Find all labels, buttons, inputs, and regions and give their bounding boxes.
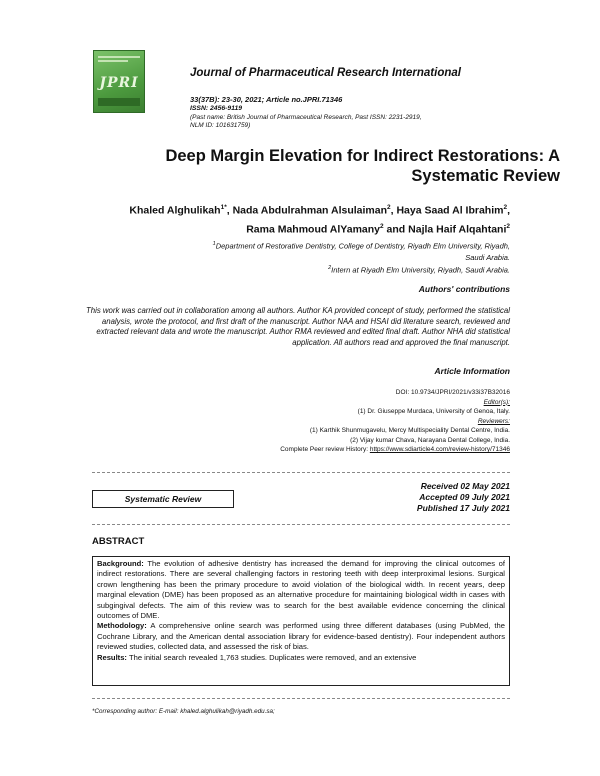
divider	[92, 524, 510, 525]
editor-label: Editor(s):	[483, 398, 510, 406]
divider	[92, 472, 510, 473]
paper-title-line: Deep Margin Elevation for Indirect Restorations: A	[165, 147, 560, 165]
article-dates	[300, 481, 510, 514]
paper-title	[60, 146, 560, 186]
accepted-date: Accepted 09 July 2021	[419, 492, 510, 502]
methodology-label: Methodology:	[97, 621, 147, 631]
affiliations	[80, 239, 510, 275]
citation: 33(37B): 23-30, 2021; Article no.JPRI.71346	[190, 95, 343, 104]
affil-sup: 1	[212, 241, 216, 247]
reviewers-label: Reviewers:	[477, 417, 510, 425]
author-sep: ,	[226, 204, 233, 217]
methodology-text: A comprehensive online search was performed using three different databases (using PubMed, the Cochrane Library, and the American dental association library for evidence-based dentistry). Four independent authors reviewed studies, collected data, and assessed the risk of bias.	[97, 621, 505, 652]
author-name: Rama Mahmoud AlYamany	[246, 223, 381, 235]
reviewer: (2) Vijay kumar Chava, Narayana Dental College, India.	[350, 436, 510, 444]
author-sup: 2	[503, 204, 508, 211]
background-label: Background:	[97, 559, 144, 568]
abstract-box	[92, 556, 510, 686]
affiliation: Saudi Arabia.	[465, 252, 510, 262]
journal-cover-image	[93, 50, 145, 113]
affiliation: Department of Restorative Dentistry, College of Dentistry, Riyadh Elm University, Riyadh,	[215, 241, 510, 251]
author-sup: 1*	[220, 204, 227, 211]
contributions-heading: Authors' contributions	[418, 284, 510, 294]
author-name: Najla Haif Alqahtani	[408, 223, 507, 235]
article-type-box	[92, 490, 234, 508]
author-sep: ,	[507, 204, 510, 217]
issn: ISSN: 2456-9119	[190, 105, 243, 112]
journal-title: Journal of Pharmaceutical Research International	[190, 67, 461, 79]
author-list	[60, 200, 510, 237]
paper-title-line: Systematic Review	[411, 167, 560, 185]
background-text: The evolution of adhesive dentistry has increased the demand for improving the clinical outcomes of indirect restorations. There are several challenging factors in restoring teeth with deep interproximal lesions. Surgical crown lengthening has been the primary procedure to avoid violation of the biological width. In recent years, deep marginal elevation (DME) has been proposed as an alternative procedure for maintaining biological width in cases with subgingival defects. The aim of this review was to search for the best available evidence concerning the clinical outcomes of DME.	[97, 559, 505, 621]
cover-band	[98, 56, 140, 58]
peer-review-link[interactable]: https://www.sdiarticle4.com/review-history/71346	[369, 446, 510, 453]
author-sep: and	[383, 223, 409, 235]
peer-review-label: Complete Peer review History:	[280, 446, 369, 453]
cover-strip	[98, 98, 140, 106]
affil-sup: 2	[328, 264, 332, 271]
article-type: Systematic Review	[124, 494, 202, 504]
reviewer: (1) Karthik Shunmugavelu, Mercy Multispeciality Dental Centre, India.	[309, 427, 510, 434]
published-date: Published 17 July 2021	[416, 503, 510, 513]
nlm-id: NLM ID: 101631759)	[190, 122, 251, 129]
editor: (1) Dr. Giuseppe Murdaca, University of Genoa, Italy.	[357, 408, 510, 415]
cover-band	[98, 60, 128, 62]
author-sep: ,	[390, 204, 397, 217]
author-sup: 2	[506, 222, 510, 230]
contributions-text: This work was carried out in collaboration among all authors. Author KA provided concept of study, performed the statistical analysis, wrote the protocol, and first draft of the manuscript. Author NAA and HSAI did literature search, reviewed and extracted relevant data and wrote the manuscript. Author RMA reviewed and edited final draft. Author NHA did statistical application. All authors read and approved the final manuscript.	[86, 306, 510, 347]
doi: DOI: 10.9734/JPRI/2021/v33i37B32016	[395, 389, 510, 396]
author-name: Haya Saad Al Ibrahim	[396, 204, 504, 217]
affiliation: Intern at Riyadh Elm University, Riyadh, Saudi Arabia.	[331, 265, 510, 274]
author-sup: 2	[380, 222, 384, 230]
results-text: The initial search revealed 1,763 studies. Duplicates were removed, and an extensive	[128, 652, 417, 662]
received-date: Received 02 May 2021	[420, 481, 510, 491]
author-sup: 2	[387, 204, 391, 211]
corresponding-author-footnote: *Corresponding author: E-mail: khaled.alghulikah@riyadh.edu.sa;	[92, 708, 275, 715]
article-info	[80, 388, 510, 455]
article-info-heading: Article Information	[434, 366, 510, 376]
journal-logo: JPRI	[99, 75, 139, 91]
divider	[92, 698, 510, 699]
former-name: (Past name: British Journal of Pharmaceutical Research, Past ISSN: 2231-2919,	[190, 114, 422, 121]
author-name: Nada Abdulrahman Alsulaiman	[232, 204, 387, 217]
author-name: Khaled Alghulikah	[129, 204, 221, 217]
abstract-heading: ABSTRACT	[92, 536, 145, 547]
results-label: Results:	[97, 652, 127, 662]
